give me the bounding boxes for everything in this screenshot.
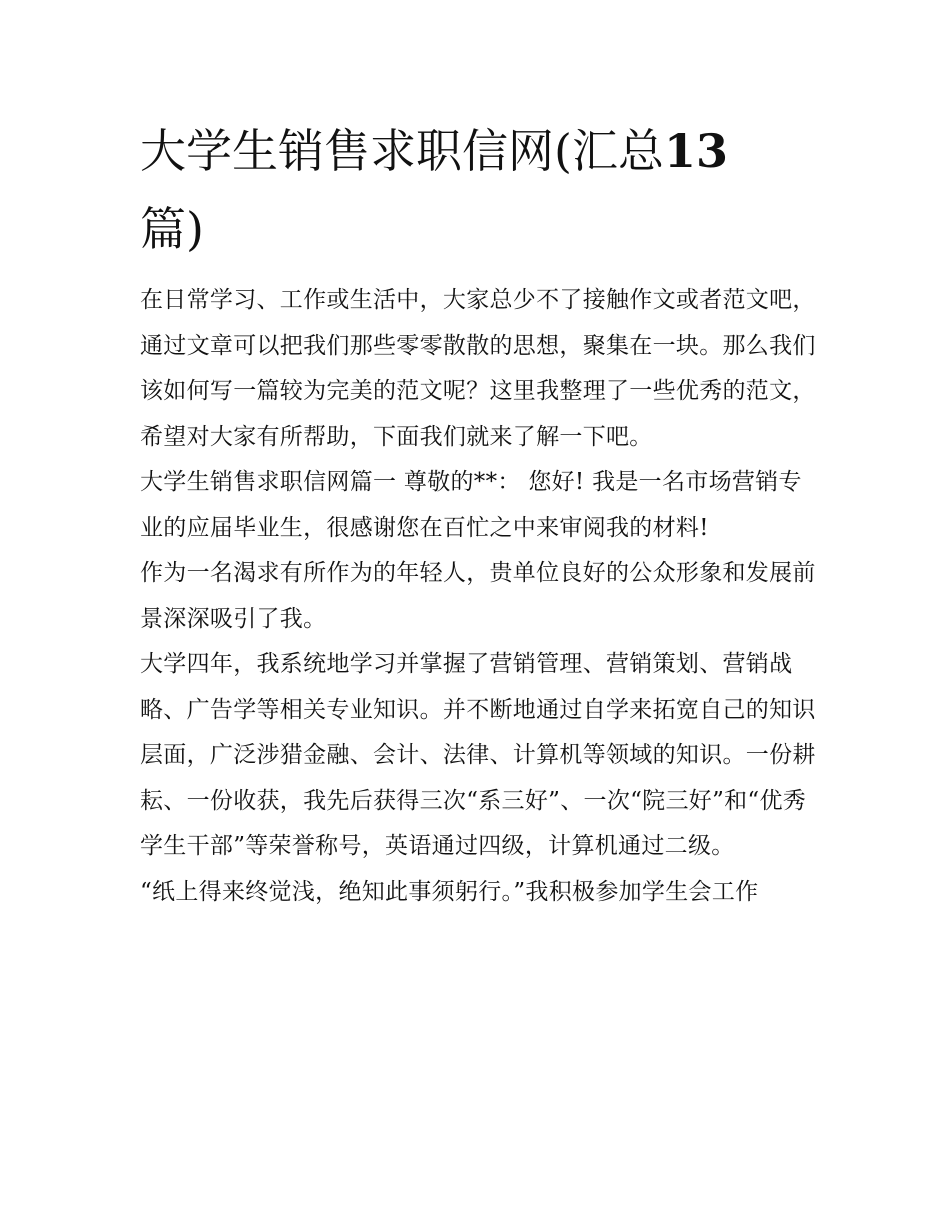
title-number: 13 <box>663 124 728 178</box>
document-body <box>140 278 820 915</box>
title-main-text: 大学生销售求职信网(汇总 <box>140 124 664 178</box>
document-title <box>140 112 820 268</box>
education-paragraph: 大学四年，我系统地学习并掌握了营销管理、营销策划、营销战略、广告学等相关专业知识。并不断地通过自学来拓宽自己的知识层面，广泛涉猎金融、会计、法律、计算机等领域的知识。一份耕耘、一份收获，我先后获得三次“系三好”、一次“院三好”和“优秀学生干部”等荣誉称号，英语通过四级，计算机通过二级。 <box>140 651 816 859</box>
intro-paragraph: 在日常学习、工作或生活中，大家总少不了接触作文或者范文吧，通过文章可以把我们那些零零散散的思想，聚集在一块。那么我们该如何写一篇较为完美的范文呢？这里我整理了一些优秀的范文，希望对大家有所帮助，下面我们就来了解一下吧。 <box>140 287 816 450</box>
practice-paragraph: “纸上得来终觉浅，绝知此事须躬行。”我积极参加学生会工作 <box>140 878 759 905</box>
motivation-paragraph: 作为一名渴求有所作为的年轻人，贵单位良好的公众形象和发展前景深深吸引了我。 <box>140 560 816 632</box>
greeting-paragraph: 大学生销售求职信网篇一 尊敬的**： 您好! 我是一名市场营销专业的应届毕业生，很感谢您在百忙之中来审阅我的材料! <box>140 469 802 541</box>
title-end-text: 篇) <box>140 202 204 256</box>
